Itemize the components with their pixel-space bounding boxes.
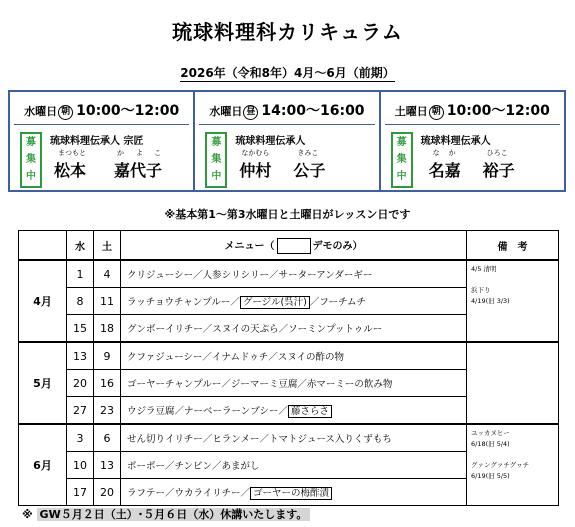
recruiting-badge: 募 集 中 [20,132,42,188]
class-schedule: 土曜日 朝 10:00～12:00 [394,103,550,119]
divider [14,124,189,125]
recruiting-badge: 募 集 中 [391,132,413,188]
page-title: 琉球料理科カリキュラム [172,20,403,44]
sat-date: 13 [94,452,121,479]
remarks-may [467,342,559,424]
teacher-panel [8,90,566,192]
menu-cell: ポーポー／チンビン／あまがし [121,452,467,479]
month-april: 4月 [19,260,67,342]
table-row [19,424,559,452]
teacher-card-wed-morning: 水曜日 朝 10:00～12:00 募 集 中 琉球料理伝承人 宗匠 まつもと か よ こ 松本 嘉代子 [10,92,195,190]
menu-cell: クリジューシー／人参シリシリー／サーターアンダーギー [121,260,467,288]
header-menu: メニュー（ デモのみ） [121,231,467,261]
header-month [19,231,67,261]
teacher-role: 琉球料理伝承人 [235,136,306,147]
curriculum-table [18,230,559,506]
remarks-june: ユッカヌヒー 6/18(旧 5/4) グァングァチグヮチ 6/19(旧 5/5) [467,424,559,506]
demo-only-item: 藤さらさ [288,405,332,418]
menu-cell: ラフテー／ウカライリチー／ ゴーヤーの梅酢漬 [121,479,467,506]
header-remarks: 備 考 [467,231,559,261]
wed-date: 3 [67,424,94,452]
menu-cell: ウジラ豆腐／ナーベーラーンブシー／ 藤さらさ [121,397,467,425]
month-may: 5月 [19,342,67,424]
sat-date: 16 [94,370,121,397]
sat-date: 4 [94,260,121,288]
sat-date: 6 [94,424,121,452]
afternoon-badge: 昼 [243,105,258,120]
lesson-days-note: ※基本第1～第3水曜日と土曜日がレッスン日です [164,208,411,221]
remarks-april: 4/5 清明 浜下り 4/19(旧 3/3) [467,260,559,342]
wed-date: 13 [67,342,94,370]
header-sat: 土 [94,231,121,261]
menu-cell: クファジューシー／イナムドゥチ／スヌイの酢の物 [121,342,467,370]
wed-date: 27 [67,397,94,425]
divider [199,124,374,125]
teacher-role: 琉球料理伝承人 [420,136,491,147]
sat-date: 20 [94,479,121,506]
teacher-role: 琉球料理伝承人 宗匠 [50,136,144,147]
holiday-note: ※ GW５月２日（土）･５月６日（水）休講いたします。 [22,506,310,522]
sat-date: 23 [94,397,121,425]
period-label: 2026年（令和8年）4月～6月（前期） [180,66,395,80]
divider [385,124,560,125]
menu-cell: せん切りイリチー／ヒランメー／トマトジュース入りくずもち [121,424,467,452]
class-schedule: 水曜日 昼 14:00～16:00 [209,103,365,119]
month-june: 6月 [19,424,67,506]
demo-only-item: ゴーヤーの梅酢漬 [250,487,332,500]
menu-cell: グンボーイリチー／スヌイの天ぷら／ソーミンプットゥルー [121,315,467,343]
wed-date: 15 [67,315,94,343]
class-schedule: 水曜日 朝 10:00～12:00 [24,103,180,119]
morning-badge: 朝 [58,105,73,120]
wed-date: 10 [67,452,94,479]
teacher-card-sat-morning: 土曜日 朝 10:00～12:00 募 集 中 琉球料理伝承人 な か ひろこ 名嘉 裕子 [381,92,564,190]
recruiting-badge: 募 集 中 [205,132,227,188]
header-wed: 水 [67,231,94,261]
wed-date: 20 [67,370,94,397]
sat-date: 9 [94,342,121,370]
teacher-card-wed-afternoon: 水曜日 昼 14:00～16:00 募 集 中 琉球料理伝承人 なかむら きみこ 仲村 公子 [195,92,380,190]
demo-legend-box [277,238,311,254]
table-row [19,260,559,288]
wed-date: 1 [67,260,94,288]
sat-date: 11 [94,288,121,315]
wed-date: 8 [67,288,94,315]
sat-date: 18 [94,315,121,343]
menu-cell: ゴーヤーチャンプルー／ジーマーミ豆腐／赤マーミーの飲み物 [121,370,467,397]
wed-date: 17 [67,479,94,506]
demo-only-item: グージル(呉汁) [240,296,310,309]
table-header-row [19,231,559,261]
menu-cell: ラッチョウチャンプルー／ グージル(呉汁) ／フーチムチ [121,288,467,315]
morning-badge: 朝 [429,105,444,120]
table-row [19,342,559,370]
